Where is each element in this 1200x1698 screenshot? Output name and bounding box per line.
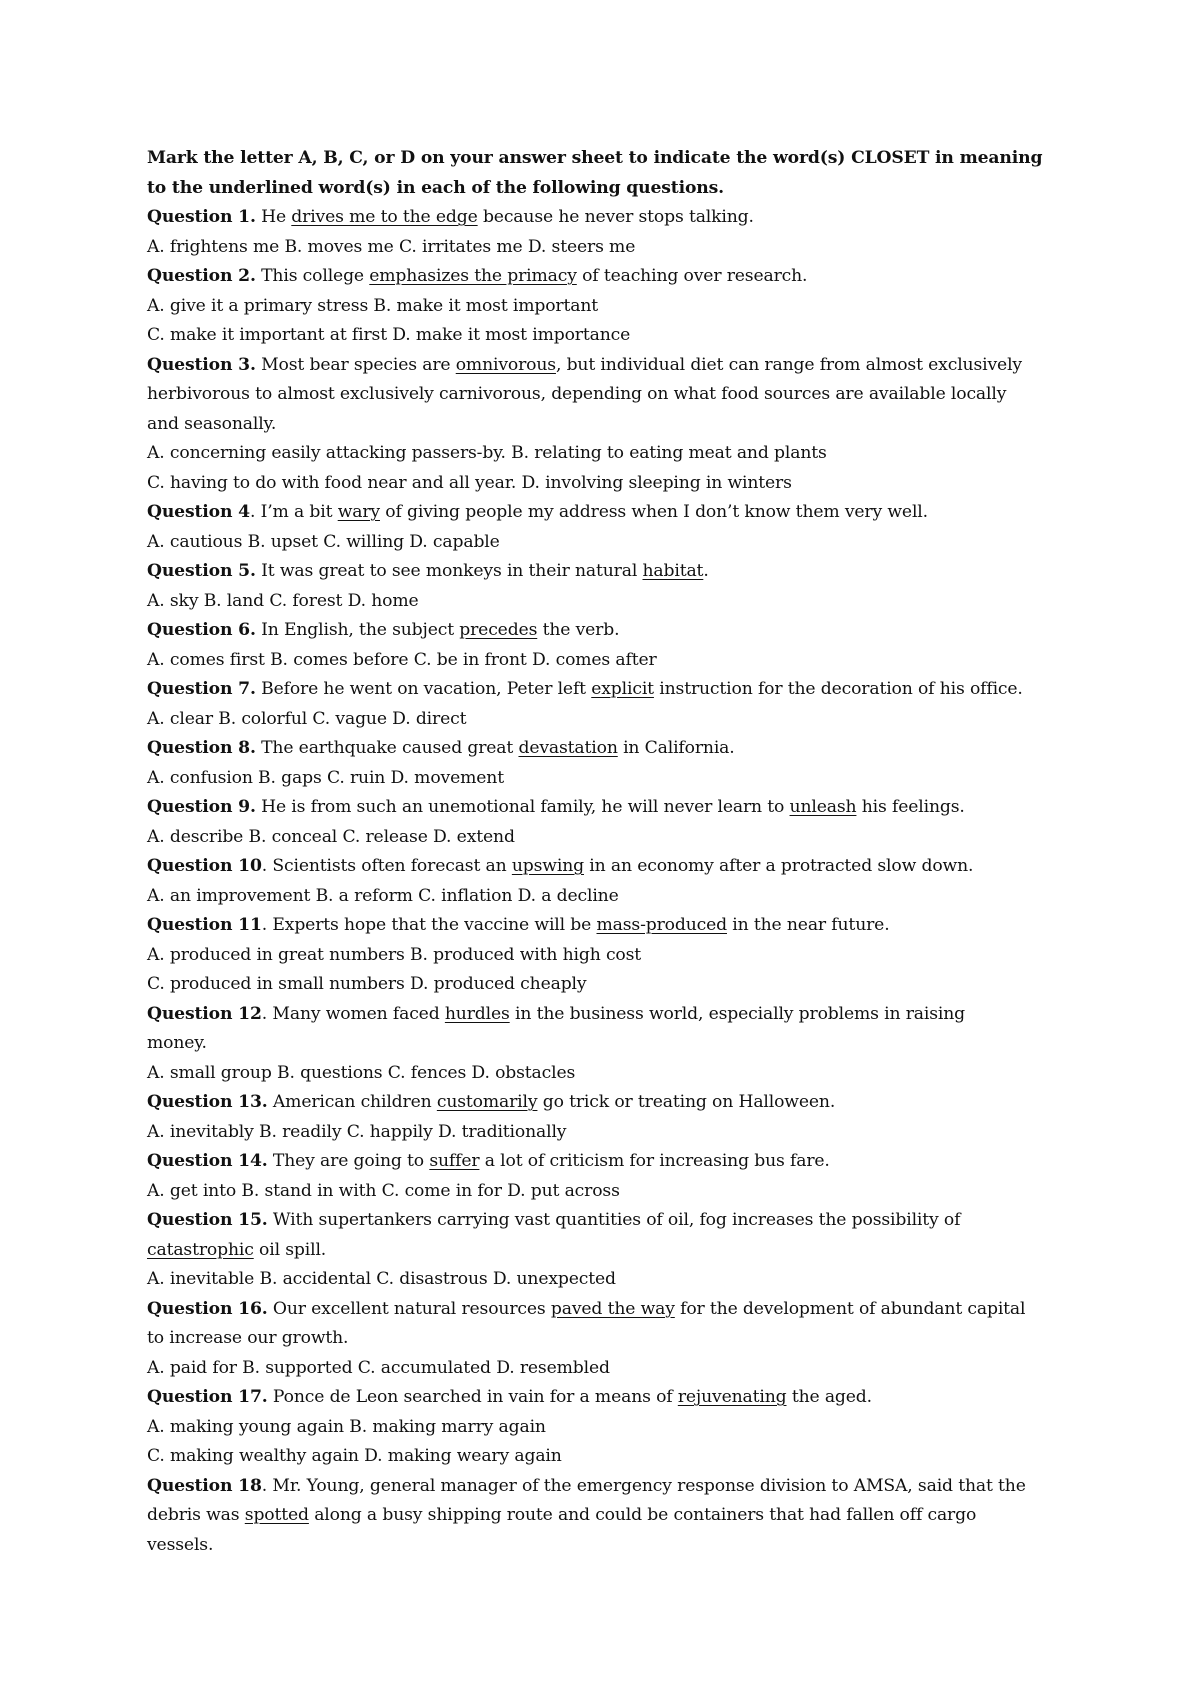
stem-text: American children — [267, 1092, 437, 1112]
question-stem-line — [147, 203, 1067, 233]
question-label: Question 12 — [147, 1003, 262, 1024]
answer-options: A. frightens me B. moves me C. irritates me D. steers me — [147, 236, 636, 257]
answer-options: C. having to do with food near and all year. D. involving sleeping in winters — [147, 472, 792, 493]
underlined-word: emphasizes the primacy — [369, 266, 577, 286]
answer-options: C. make it important at first D. make it most importance — [147, 325, 631, 345]
question-label: Question 13. — [147, 1092, 268, 1112]
answer-options: A. inevitably B. readily C. happily D. traditionally — [147, 1121, 567, 1142]
question-12 — [147, 1000, 1067, 1089]
answer-options: A. concerning easily attacking passers-by. B. relating to eating meat and plants — [147, 443, 827, 463]
stem-text: money. — [147, 1033, 207, 1053]
answer-options: A. describe B. conceal C. release D. extend — [147, 826, 515, 847]
question-stem-line — [147, 1501, 1067, 1531]
underlined-word: catastrophic — [147, 1239, 254, 1260]
stem-text: to increase our growth. — [147, 1328, 349, 1348]
question-label: Question 11 — [147, 915, 262, 935]
underlined-word: rejuvenating — [677, 1387, 787, 1407]
underlined-word: drives me to the edge — [291, 207, 478, 227]
question-stem-line — [147, 616, 1067, 646]
question-label: Question 15. — [147, 1210, 268, 1230]
answer-options: A. get into B. stand in with C. come in for D. put across — [147, 1180, 620, 1201]
answer-options: C. making wealthy again D. making weary again — [147, 1446, 562, 1466]
question-label: Question 17. — [147, 1387, 268, 1407]
question-stem-line — [147, 410, 1067, 440]
question-stem-line — [147, 1472, 1067, 1502]
underlined-word: wary — [337, 502, 380, 522]
stem-text: . Mr. Young, general manager of the emergency response division to AMSA, said that the — [261, 1475, 1026, 1496]
stem-text: the verb. — [537, 620, 620, 640]
underlined-word: precedes — [459, 620, 538, 640]
question-label: Question 9. — [147, 797, 256, 817]
question-9 — [147, 793, 1067, 852]
question-14 — [147, 1147, 1067, 1206]
question-stem-line — [147, 380, 1067, 410]
answer-options: A. clear B. colorful C. vague D. direct — [147, 708, 467, 729]
stem-text: in the near future. — [726, 915, 890, 935]
stem-text: go trick or treating on Halloween. — [537, 1092, 836, 1112]
stem-text: in California. — [617, 738, 735, 758]
stem-text: . Experts hope that the vaccine will be — [261, 915, 597, 935]
question-stem-line — [147, 911, 1067, 941]
question-stem-line — [147, 1147, 1067, 1177]
instruction-line-1: Mark the letter A, B, C, or D on your answer sheet to indicate the word(s) CLOSET in meaning — [147, 148, 1043, 168]
stem-text: With supertankers carrying vast quantities of oil, fog increases the possibility of — [267, 1210, 961, 1230]
question-17 — [147, 1383, 1067, 1472]
stem-text: , but individual diet can range from almost exclusively — [555, 354, 1022, 375]
underlined-word: hurdles — [444, 1003, 510, 1024]
answer-options: A. an improvement B. a reform C. inflation D. a decline — [147, 885, 619, 906]
question-label: Question 16. — [147, 1298, 268, 1319]
stem-text: in an economy after a protracted slow down. — [583, 856, 974, 876]
question-stem-line — [147, 793, 1067, 823]
answer-options: A. sky B. land C. forest D. home — [147, 590, 419, 611]
answer-options: A. comes first B. comes before C. be in front D. comes after — [147, 649, 657, 670]
underlined-word: explicit — [591, 679, 654, 699]
stem-text: his feelings. — [856, 797, 965, 817]
question-stem-line — [147, 1029, 1067, 1059]
stem-text: of teaching over research. — [576, 266, 808, 286]
question-13 — [147, 1088, 1067, 1147]
stem-text: Before he went on vacation, Peter left — [255, 679, 592, 699]
answer-options: A. give it a primary stress B. make it most important — [147, 295, 599, 316]
stem-text: and seasonally. — [147, 413, 277, 434]
question-5 — [147, 557, 1067, 616]
question-18 — [147, 1472, 1067, 1561]
stem-text: a lot of criticism for increasing bus fare. — [479, 1151, 830, 1171]
answer-options: A. small group B. questions C. fences D. obstacles — [147, 1062, 576, 1083]
answer-options: A. produced in great numbers B. produced with high cost — [147, 944, 642, 965]
stem-text: herbivorous to almost exclusively carnivorous, depending on what food sources are available locally — [147, 384, 1007, 404]
instruction-line-2: to the underlined word(s) in each of the following questions. — [147, 177, 724, 198]
stem-text: This college — [255, 266, 370, 286]
question-label: Question 7. — [147, 679, 256, 699]
stem-text: . — [703, 561, 709, 581]
underlined-word: devastation — [518, 738, 618, 758]
underlined-word: mass-produced — [596, 915, 727, 935]
stem-text: of giving people my address when I don’t know them very well. — [379, 502, 928, 522]
question-label: Question 3. — [147, 354, 256, 375]
worksheet-document — [147, 144, 1067, 1560]
question-stem-line — [147, 1206, 1067, 1236]
underlined-word: omnivorous — [455, 354, 556, 375]
stem-text: because he never stops talking. — [477, 207, 754, 227]
underlined-word: suffer — [429, 1151, 480, 1171]
stem-text: They are going to — [267, 1151, 430, 1171]
question-11 — [147, 911, 1067, 1000]
stem-text: He is from such an unemotional family, he will never learn to — [255, 797, 790, 817]
question-label: Question 4 — [147, 502, 250, 522]
underlined-word: habitat — [642, 561, 704, 581]
answer-options: A. inevitable B. accidental C. disastrous D. unexpected — [147, 1269, 616, 1289]
stem-text: . Scientists often forecast an — [261, 856, 512, 876]
question-7 — [147, 675, 1067, 734]
question-stem-line — [147, 675, 1067, 705]
underlined-word: paved the way — [550, 1298, 675, 1319]
question-label: Question 5. — [147, 561, 256, 581]
answer-options: A. making young again B. making marry again — [147, 1416, 546, 1437]
question-15 — [147, 1206, 1067, 1295]
question-label: Question 6. — [147, 620, 256, 640]
question-stem-line — [147, 1531, 1067, 1561]
question-stem-line — [147, 1000, 1067, 1030]
question-10 — [147, 852, 1067, 911]
question-4 — [147, 498, 1067, 557]
question-list — [147, 203, 1067, 1560]
stem-text: vessels. — [147, 1534, 214, 1555]
stem-text: debris was — [147, 1505, 245, 1525]
question-stem-line — [147, 351, 1067, 381]
question-label: Question 18 — [147, 1475, 262, 1496]
stem-text: Ponce de Leon searched in vain for a means of — [267, 1387, 678, 1407]
question-stem-line — [147, 498, 1067, 528]
stem-text: . Many women faced — [261, 1003, 445, 1024]
question-stem-line — [147, 1088, 1067, 1118]
question-stem-line — [147, 1324, 1067, 1354]
question-6 — [147, 616, 1067, 675]
question-stem-line — [147, 852, 1067, 882]
stem-text: It was great to see monkeys in their natural — [255, 561, 643, 581]
question-2 — [147, 262, 1067, 351]
stem-text: oil spill. — [253, 1239, 327, 1260]
answer-options: A. confusion B. gaps C. ruin D. movement — [147, 767, 504, 788]
stem-text: . I’m a bit — [249, 502, 338, 522]
question-16 — [147, 1295, 1067, 1384]
stem-text: He — [255, 207, 292, 227]
question-label: Question 10 — [147, 856, 262, 876]
underlined-word: unleash — [789, 797, 857, 817]
question-3 — [147, 351, 1067, 499]
answer-options: A. paid for B. supported C. accumulated D. resembled — [147, 1357, 610, 1378]
stem-text: In English, the subject — [255, 620, 460, 640]
question-stem-line — [147, 734, 1067, 764]
stem-text: The earthquake caused great — [255, 738, 519, 758]
answer-options: A. cautious B. upset C. willing D. capable — [147, 531, 500, 552]
question-stem-line — [147, 557, 1067, 587]
underlined-word: spotted — [244, 1505, 309, 1525]
stem-text: for the development of abundant capital — [674, 1298, 1026, 1319]
stem-text: Our excellent natural resources — [267, 1298, 551, 1319]
stem-text: along a busy shipping route and could be containers that had fallen off cargo — [308, 1505, 977, 1525]
question-stem-line — [147, 1236, 1067, 1266]
underlined-word: customarily — [436, 1092, 538, 1112]
question-1 — [147, 203, 1067, 262]
answer-options: C. produced in small numbers D. produced cheaply — [147, 974, 587, 994]
stem-text: the aged. — [786, 1387, 872, 1407]
question-stem-line — [147, 1383, 1067, 1413]
question-8 — [147, 734, 1067, 793]
question-label: Question 14. — [147, 1151, 268, 1171]
question-label: Question 2. — [147, 266, 256, 286]
question-stem-line — [147, 262, 1067, 292]
stem-text: in the business world, especially problems in raising — [509, 1003, 966, 1024]
stem-text: Most bear species are — [255, 354, 456, 375]
question-stem-line — [147, 1295, 1067, 1325]
stem-text: instruction for the decoration of his office. — [653, 679, 1023, 699]
underlined-word: upswing — [511, 856, 584, 876]
question-label: Question 1. — [147, 207, 256, 227]
question-label: Question 8. — [147, 738, 256, 758]
